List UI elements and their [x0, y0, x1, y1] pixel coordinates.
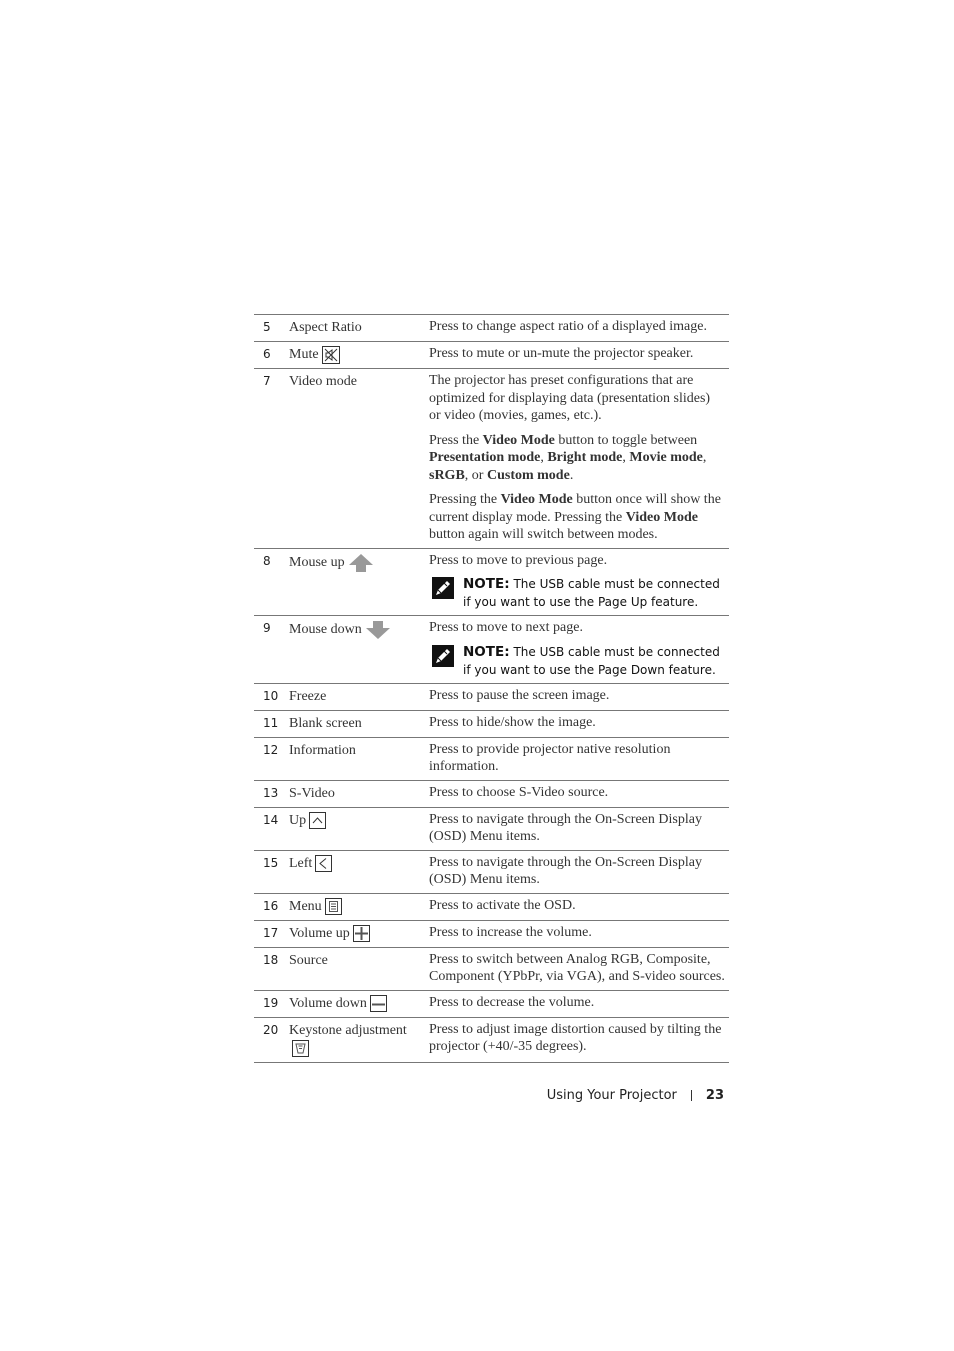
- button-description: [429, 345, 729, 364]
- table-row: [254, 894, 729, 921]
- page-number: 23: [705, 1088, 724, 1103]
- button-name-text: Source: [289, 952, 328, 968]
- button-description: [429, 1021, 729, 1058]
- button-description: [429, 951, 729, 986]
- table-row: [254, 711, 729, 738]
- button-name: [289, 714, 429, 733]
- description-paragraph: [429, 491, 725, 544]
- table-row: [254, 851, 729, 894]
- button-description: [429, 897, 729, 916]
- description-paragraph: Press to navigate through the On-Screen Display (OSD) Menu items.: [429, 811, 702, 845]
- button-name: [289, 784, 429, 803]
- description-paragraph: Press to decrease the volume.: [429, 994, 595, 1010]
- text-segment: ,: [540, 450, 548, 466]
- description-paragraph: Press to navigate through the On-Screen Display (OSD) Menu items.: [429, 854, 702, 888]
- button-description: [429, 714, 729, 733]
- button-name-text: Aspect Ratio: [289, 320, 362, 335]
- button-name: [289, 619, 429, 679]
- button-name: [289, 854, 429, 889]
- description-paragraph: Press to provide projector native resolution information.: [429, 741, 671, 775]
- row-number: 7: [263, 374, 271, 389]
- note-box: [429, 575, 725, 611]
- bold-term: Movie mode: [629, 450, 703, 466]
- button-description: [429, 854, 729, 889]
- description-paragraph: Press to increase the volume.: [429, 924, 592, 940]
- button-name-text: Freeze: [289, 688, 327, 704]
- button-name: [289, 318, 429, 337]
- table-row: [254, 1018, 729, 1063]
- text-segment: ,: [702, 450, 707, 466]
- button-name: [289, 741, 429, 776]
- up-button-icon: [309, 812, 326, 829]
- button-name-text: Volume up: [289, 925, 350, 941]
- row-number: 16: [263, 898, 279, 913]
- button-name: [289, 811, 429, 846]
- volume-down-icon: [370, 995, 387, 1012]
- button-description: [429, 372, 729, 544]
- bold-term: Video Mode: [482, 432, 555, 448]
- row-number: 10: [263, 688, 279, 703]
- row-number: 11: [263, 715, 279, 730]
- bold-term: Custom mode: [486, 467, 570, 483]
- button-name-text: Mouse up: [289, 554, 345, 570]
- button-table: [254, 314, 729, 1063]
- button-name-text: Menu: [289, 898, 322, 914]
- button-name: [289, 552, 429, 612]
- keystone-icon: [292, 1040, 309, 1057]
- description-paragraph: Press to pause the screen image.: [429, 687, 610, 703]
- row-number: 13: [263, 785, 279, 800]
- text-segment: ,: [622, 450, 630, 466]
- text-segment: , or: [464, 467, 487, 483]
- row-number: 6: [263, 347, 271, 361]
- bold-term: Bright mode: [547, 450, 623, 466]
- button-name-text: Left: [289, 855, 313, 871]
- row-number: 14: [263, 812, 279, 827]
- description-paragraph: Press to move to previous page.: [429, 552, 608, 568]
- table-row: [254, 684, 729, 711]
- row-number: 9: [263, 621, 271, 636]
- row-number: 18: [263, 952, 279, 967]
- button-description: [429, 741, 729, 776]
- button-description: [429, 994, 729, 1013]
- table-row: [254, 342, 729, 369]
- button-description: [429, 552, 729, 612]
- table-row: [254, 991, 729, 1018]
- button-name: [289, 1021, 429, 1058]
- table-row: [254, 549, 729, 617]
- button-name-text: Video mode: [289, 374, 357, 390]
- note-box: [429, 643, 725, 679]
- description-paragraph: Press to adjust image distortion caused by tilting the projector (+40/-35 degrees).: [429, 1021, 722, 1055]
- row-number: 8: [263, 553, 271, 568]
- text-segment: button again will switch between modes.: [429, 527, 658, 543]
- button-name-text: Mouse down: [289, 622, 362, 638]
- row-number: 17: [263, 925, 279, 940]
- button-description: [429, 318, 729, 337]
- page-footer: [547, 1088, 724, 1103]
- table-row: [254, 781, 729, 808]
- button-description: [429, 687, 729, 706]
- text-segment: .: [569, 467, 574, 483]
- button-description: [429, 784, 729, 803]
- button-description: [429, 924, 729, 943]
- left-button-icon: [315, 855, 332, 872]
- row-number: 12: [263, 742, 279, 757]
- row-number: 20: [263, 1022, 279, 1037]
- mute-icon: [322, 346, 340, 364]
- text-segment: button to toggle between: [554, 432, 698, 448]
- table-row: [254, 616, 729, 684]
- description-paragraph: The projector has preset configurations that are optimized for displaying data (presentation slides) or video (movies, games, etc.).: [429, 373, 711, 424]
- table-row: [254, 738, 729, 781]
- arrow-up-icon: [348, 553, 374, 573]
- pen-icon: [432, 577, 454, 599]
- description-paragraph: Press to move to next page.: [429, 620, 583, 636]
- footer-separator: [691, 1090, 692, 1101]
- button-name-text: Up: [289, 812, 307, 828]
- note-text: The USB cable must be connected if you want to use the Page Up feature.: [463, 577, 720, 610]
- description-paragraph: Press to hide/show the image.: [429, 714, 596, 730]
- button-description: [429, 619, 729, 679]
- row-number: 19: [263, 995, 279, 1010]
- description-paragraph: [429, 432, 725, 485]
- button-name: [289, 951, 429, 986]
- button-name-text: Information: [289, 742, 356, 758]
- button-name: [289, 372, 429, 544]
- row-number: 15: [263, 855, 279, 870]
- note-label: NOTE:: [463, 643, 510, 660]
- row-number: 5: [263, 320, 271, 334]
- volume-up-icon: [353, 925, 370, 942]
- button-name: [289, 897, 429, 916]
- table-row: [254, 948, 729, 991]
- menu-icon: [325, 898, 342, 915]
- table-row: [254, 921, 729, 948]
- footer-section-title: Using Your Projector: [546, 1088, 677, 1103]
- description-paragraph: Press to change aspect ratio of a displayed image.: [429, 319, 707, 334]
- button-name-text: Volume down: [289, 995, 367, 1011]
- button-name-text: Keystone adjustment: [289, 1022, 407, 1038]
- button-name: [289, 924, 429, 943]
- button-name: [289, 345, 429, 364]
- description-paragraph: Press to switch between Analog RGB, Composite, Component (YPbPr, via VGA), and S-video sources.: [429, 951, 725, 985]
- bold-term: Video Mode: [500, 492, 573, 508]
- button-description: [429, 811, 729, 846]
- note-label: NOTE:: [463, 576, 510, 593]
- description-paragraph: Press to activate the OSD.: [429, 897, 576, 913]
- text-segment: Press the: [429, 432, 483, 448]
- bold-term: sRGB: [429, 467, 465, 483]
- text-segment: Pressing the: [429, 492, 501, 508]
- description-paragraph: Press to mute or un-mute the projector speaker.: [429, 346, 694, 361]
- table-row: [254, 808, 729, 851]
- bold-term: Video Mode: [625, 509, 698, 525]
- arrow-down-icon: [365, 620, 391, 640]
- pen-icon: [432, 645, 454, 667]
- button-name-text: S-Video: [289, 785, 335, 801]
- button-name-text: Mute: [289, 347, 319, 363]
- button-name: [289, 994, 429, 1013]
- bold-term: Presentation mode: [429, 450, 541, 466]
- text-segment: button once will show the current display mode. Pressing the: [429, 492, 721, 525]
- description-paragraph: Press to choose S-Video source.: [429, 784, 609, 800]
- button-name: [289, 687, 429, 706]
- table-row: [254, 369, 729, 549]
- table-row: [254, 315, 729, 342]
- note-text: The USB cable must be connected if you want to use the Page Down feature.: [463, 644, 720, 677]
- button-name-text: Blank screen: [289, 715, 362, 731]
